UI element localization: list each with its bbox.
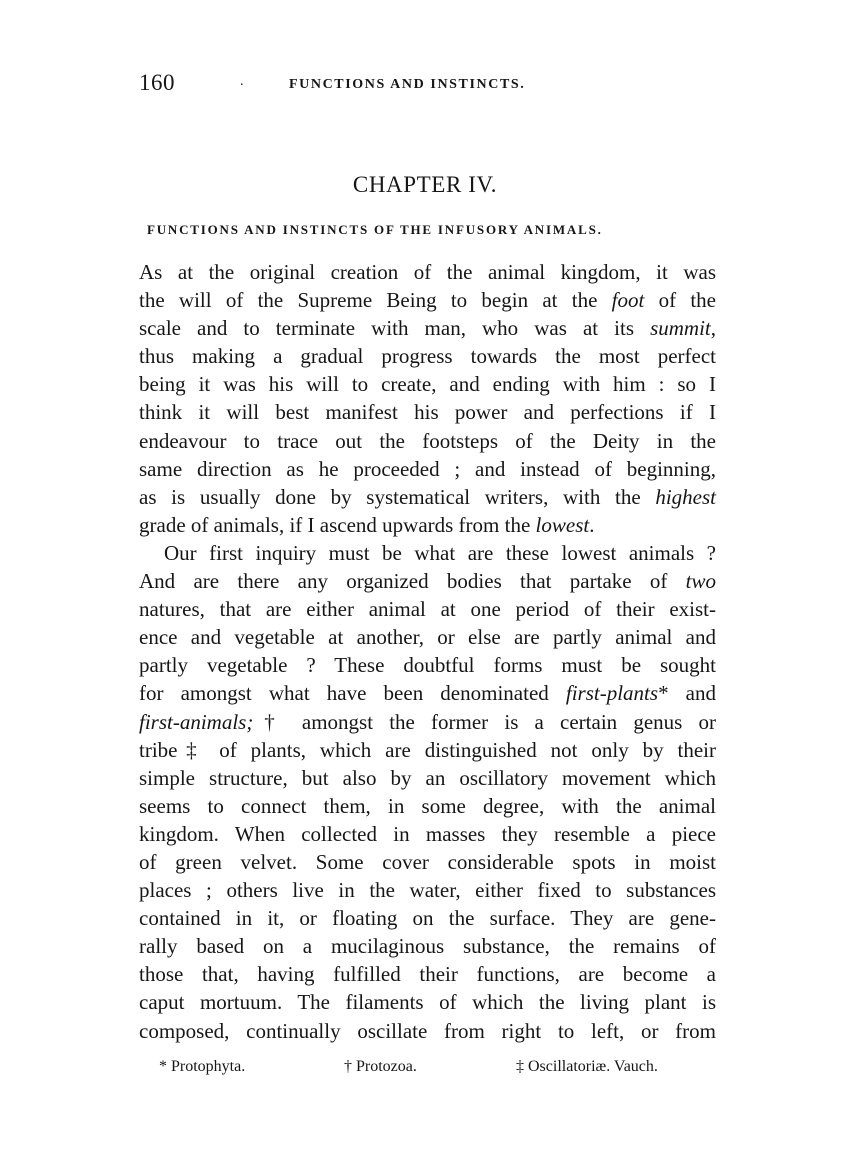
body-line: partly vegetable ? These doubtful forms must be sought	[139, 653, 716, 678]
footnote: * Protophyta.	[159, 1058, 246, 1075]
footnote: ‡ Oscillatoriæ. Vauch.	[516, 1058, 658, 1075]
body-line: think it will best manifest his power and perfections if I	[139, 400, 716, 425]
footnotes	[159, 1058, 699, 1082]
body-line: for amongst what have been denominated first-plants* and	[139, 681, 716, 706]
body-line: tribe‡ of plants, which are distinguished not only by their	[139, 737, 716, 762]
body-line: And are there any organized bodies that partake of two	[139, 569, 716, 594]
body-line: thus making a gradual progress towards the most perfect	[139, 344, 716, 369]
body-line: kingdom. When collected in masses they resemble a piece	[139, 821, 716, 846]
body-line: as is usually done by systematical writers, with the highest	[139, 484, 716, 509]
body-line: Our first inquiry must be what are these lowest animals ?	[164, 540, 716, 565]
body-line: of green velvet. Some cover considerable spots in moist	[139, 849, 716, 874]
running-head	[139, 70, 719, 100]
body-line: scale and to terminate with man, who was at its summit,	[139, 316, 716, 341]
chapter-title: CHAPTER IV.	[352, 172, 498, 197]
body-line: first-animals;† amongst the former is a certain genus or	[139, 709, 716, 734]
body-line: simple structure, but also by an oscillatory movement which	[139, 765, 716, 790]
footnote: † Protozoa.	[344, 1058, 417, 1075]
body-text	[139, 258, 716, 1045]
body-line: endeavour to trace out the footsteps of the Deity in the	[139, 428, 716, 453]
body-line: the will of the Supreme Being to begin at the foot of the	[139, 288, 716, 313]
body-line: rally based on a mucilaginous substance, the remains of	[139, 934, 716, 959]
running-title: FUNCTIONS AND INSTINCTS.	[289, 77, 526, 92]
body-line: places ; others live in the water, either fixed to substances	[139, 878, 716, 903]
chapter-subtitle: FUNCTIONS AND INSTINCTS OF THE INFUSORY ANIMALS.	[147, 222, 603, 237]
body-line: being it was his will to create, and ending with him : so I	[139, 372, 716, 397]
page-number: 160	[139, 70, 175, 95]
body-line: As at the original creation of the animal kingdom, it was	[139, 260, 716, 284]
body-line: composed, continually oscillate from right to left, or from	[139, 1018, 716, 1043]
body-line: natures, that are either animal at one period of their exist-	[139, 597, 716, 622]
body-line: grade of animals, if I ascend upwards from the lowest.	[139, 512, 595, 537]
running-head-dot: .	[240, 74, 244, 89]
body-line: caput mortuum. The filaments of which the living plant is	[139, 990, 716, 1015]
body-line: ence and vegetable at another, or else are partly animal and	[139, 625, 716, 650]
body-line: same direction as he proceeded ; and instead of beginning,	[139, 456, 716, 481]
body-line: those that, having fulfilled their functions, are become a	[139, 962, 716, 987]
body-line: seems to connect them, in some degree, with the animal	[139, 793, 716, 818]
body-line: contained in it, or floating on the surface. They are gene-	[139, 906, 716, 931]
